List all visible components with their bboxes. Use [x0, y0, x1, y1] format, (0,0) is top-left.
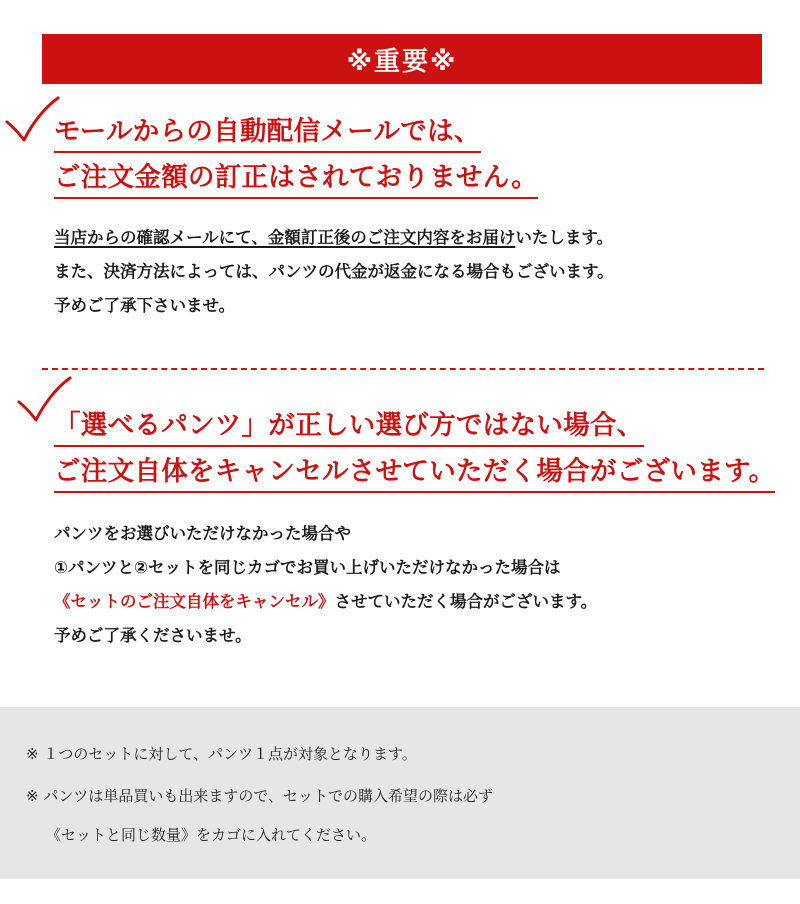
- note-2: ※ パンツは単品買いも出来ますので、セットでの購入希望の際は必ず: [26, 787, 494, 805]
- section2-body-line2: ①パンツと②セットを同じカゴでお買い上げいただけなかった場合は: [54, 558, 561, 577]
- section2-body-line3-rest: させていただく場合がございます。: [334, 592, 598, 611]
- cancel-notice: 《セットのご注文自体をキャンセル》: [54, 592, 335, 611]
- section1-heading-line2: ご注文金額の訂正はされておりません。: [54, 160, 538, 199]
- section2-heading: [54, 408, 775, 500]
- banner-title: ※重要※: [346, 46, 458, 77]
- section1-body-line1-rest: いたします。: [515, 228, 614, 247]
- section1-body-line3: 予めご了承下さいませ。: [54, 296, 236, 315]
- section1-body: [54, 221, 614, 323]
- section1-heading: [54, 114, 538, 206]
- section1-heading-line1: モールからの自動配信メールでは、: [54, 114, 481, 153]
- section2-heading-line2: ご注文自体をキャンセルさせていただく場合がございます。: [54, 454, 775, 493]
- section2-heading-line1: 「選べるパンツ」が正しい選び方ではない場合、: [54, 408, 644, 447]
- important-banner: [42, 34, 762, 84]
- dashed-divider: [42, 368, 764, 370]
- section2-body-line4: 予めご了承くださいませ。: [54, 626, 252, 645]
- section1-body-line2: また、決済方法によっては、パンツの代金が返金になる場合もございます。: [54, 262, 614, 281]
- section2-body-line1: パンツをお選びいただけなかった場合や: [54, 524, 351, 543]
- note-3: 《セットと同じ数量》をカゴに入れてください。: [46, 826, 377, 844]
- note-1: ※ １つのセットに対して、パンツ１点が対象となります。: [26, 745, 417, 763]
- section2-body: [54, 517, 597, 653]
- notes-box: [0, 707, 800, 879]
- section1-body-underlined: 当店からの確認メールにて、金額訂正後のご注文内容をお届け: [54, 228, 516, 247]
- checkmark-icon: [4, 96, 60, 144]
